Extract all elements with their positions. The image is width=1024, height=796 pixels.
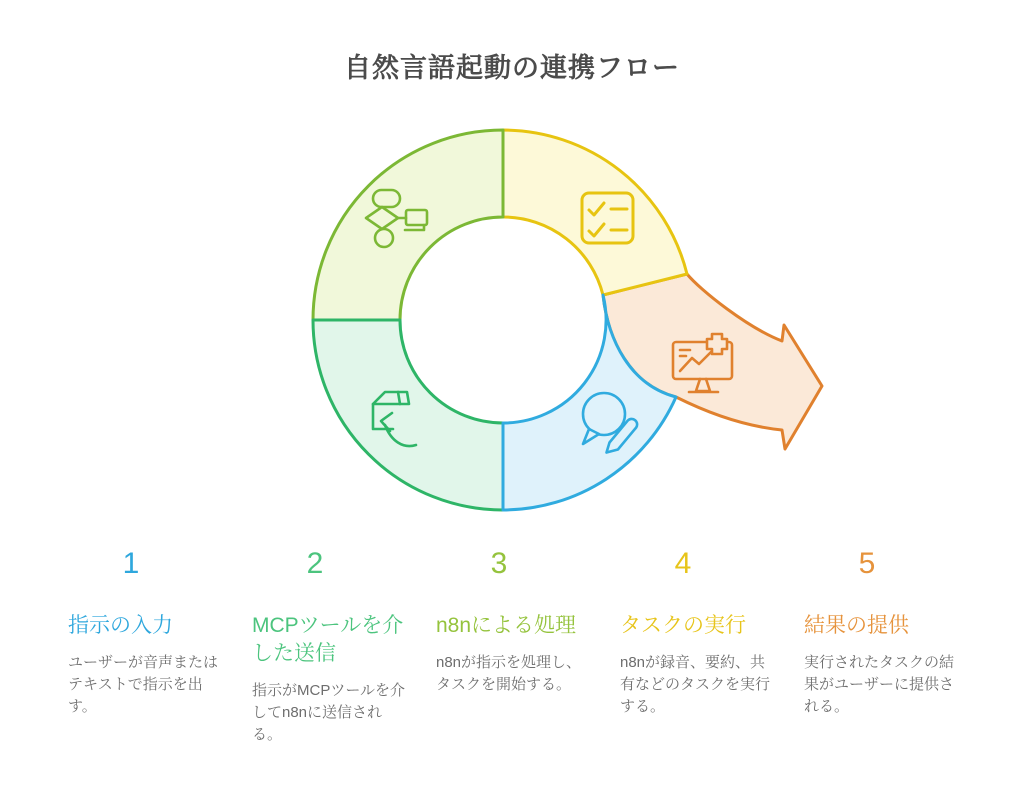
step-heading: 指示の入力 [68, 614, 173, 637]
step-description: n8nが指示を処理し、タスクを開始する。 [436, 654, 582, 693]
segment-step2-send [313, 320, 503, 510]
step-description: ユーザーが音声またはテキストで指示を出す。 [68, 654, 219, 715]
steps-row [39, 548, 969, 746]
step-column-4 [591, 548, 775, 746]
step-number: 5 [858, 547, 876, 580]
step-number: 1 [122, 547, 140, 580]
step-heading: n8nによる処理 [436, 614, 577, 637]
step-description: 実行されたタスクの結果がユーザーに提供される。 [804, 654, 955, 715]
step-column-5 [775, 548, 959, 746]
step-number: 2 [306, 547, 324, 580]
step-column-3 [407, 548, 591, 746]
step-column-1 [39, 548, 223, 746]
step-heading: 結果の提供 [804, 614, 909, 637]
step-description: n8nが録音、要約、共有などのタスクを実行する。 [620, 654, 771, 715]
page-title: 自然言語起動の連携フロー [344, 53, 680, 83]
step-number: 4 [674, 547, 692, 580]
step-column-2 [223, 548, 407, 746]
step-heading: MCPツールを介した送信 [252, 614, 404, 665]
step-number: 3 [490, 547, 508, 580]
step-description: 指示がMCPツールを介してn8nに送信される。 [252, 682, 406, 743]
step-heading: タスクの実行 [620, 614, 746, 637]
